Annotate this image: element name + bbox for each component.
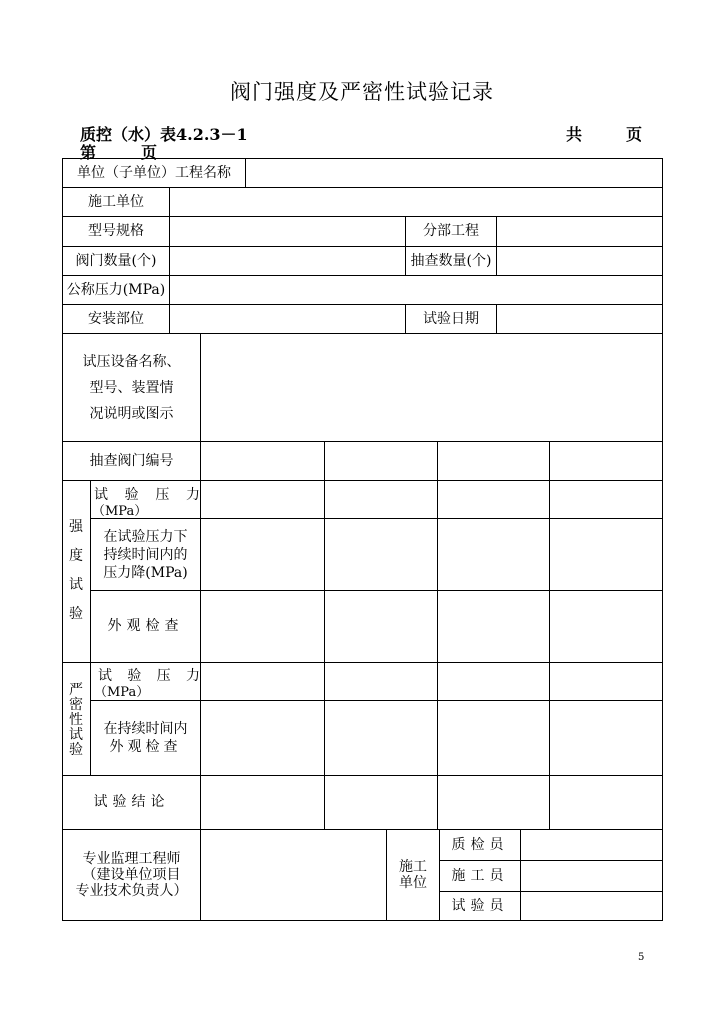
- page-title: 阀门强度及严密性试验记录: [230, 80, 494, 104]
- construction-unit-label: 施工单位: [88, 193, 144, 210]
- page-index-label: 第: [80, 143, 97, 162]
- strength-pressure-label: 试 验 压 力: [94, 487, 200, 503]
- construction-unit-sign-label: 施工 单位: [399, 859, 427, 891]
- tester-field[interactable]: [521, 892, 662, 920]
- valve-count-field[interactable]: [170, 247, 405, 275]
- model-spec-label: 型号规格: [88, 223, 144, 240]
- test-date-label: 试验日期: [423, 310, 479, 327]
- valve-count-label: 阀门数量(个): [75, 252, 157, 269]
- install-location-field[interactable]: [170, 305, 405, 333]
- total-pages-unit: 页: [626, 125, 643, 144]
- sub-project-label: 分部工程: [423, 223, 479, 240]
- quality-inspector-label: 质检员: [451, 836, 509, 853]
- construction-unit-field[interactable]: [170, 188, 662, 216]
- strength-char-2: 度: [69, 548, 83, 564]
- equipment-label-line2: 型号、装置情: [89, 379, 174, 396]
- page-number: 5: [638, 952, 645, 963]
- quality-inspector-field[interactable]: [521, 830, 662, 860]
- model-spec-field[interactable]: [170, 217, 405, 246]
- project-name-field[interactable]: [246, 159, 662, 187]
- project-name-label: 单位（子单位）工程名称: [77, 164, 231, 181]
- equipment-label-line3: 况说明或图示: [89, 405, 174, 422]
- total-pages-label: 共: [566, 125, 583, 144]
- test-date-field[interactable]: [497, 305, 662, 333]
- strength-test-label: [66, 520, 86, 636]
- tightness-duration-label: 在持续时间内 外观检查: [103, 721, 188, 755]
- valve-number-label: 抽查阀门编号: [89, 452, 174, 469]
- constructor-field[interactable]: [521, 861, 662, 891]
- install-location-label: 安装部位: [88, 310, 144, 327]
- sub-project-field[interactable]: [497, 217, 662, 246]
- nominal-pressure-label: 公称压力(MPa): [66, 281, 166, 298]
- tightness-test-label: 严 密 性 试 验: [69, 682, 83, 758]
- strength-char-3: 试: [69, 577, 83, 593]
- supervisor-label: 专业监理工程师 （建设单位项目 专业技术负责人）: [75, 851, 188, 899]
- form-code: 质控（水）表4.2.3－1: [80, 125, 248, 144]
- sample-count-label: 抽查数量(个): [410, 252, 492, 269]
- equipment-label-line1: 试压设备名称、: [82, 353, 181, 370]
- tester-label: 试验员: [451, 897, 509, 914]
- nominal-pressure-field[interactable]: [170, 276, 662, 304]
- page-index-unit: 页: [141, 143, 158, 162]
- constructor-label: 施工员: [451, 867, 509, 884]
- strength-visual-label: 外观检查: [107, 618, 184, 635]
- strength-drop-label: 在试验压力下 持续时间内的 压力降(MPa): [103, 528, 188, 581]
- equipment-label: [63, 334, 200, 441]
- tightness-pressure-unit: （MPa）: [94, 685, 150, 700]
- strength-pressure-unit: （MPa）: [92, 504, 148, 519]
- conclusion-label: 试验结论: [93, 794, 170, 811]
- supervisor-signature-field[interactable]: [201, 830, 386, 920]
- sample-count-field[interactable]: [497, 247, 662, 275]
- strength-char-1: 强: [69, 519, 83, 535]
- tightness-pressure-label: 试 验 压 力: [98, 668, 200, 684]
- strength-char-4: 验: [69, 606, 83, 622]
- equipment-field[interactable]: [201, 334, 662, 441]
